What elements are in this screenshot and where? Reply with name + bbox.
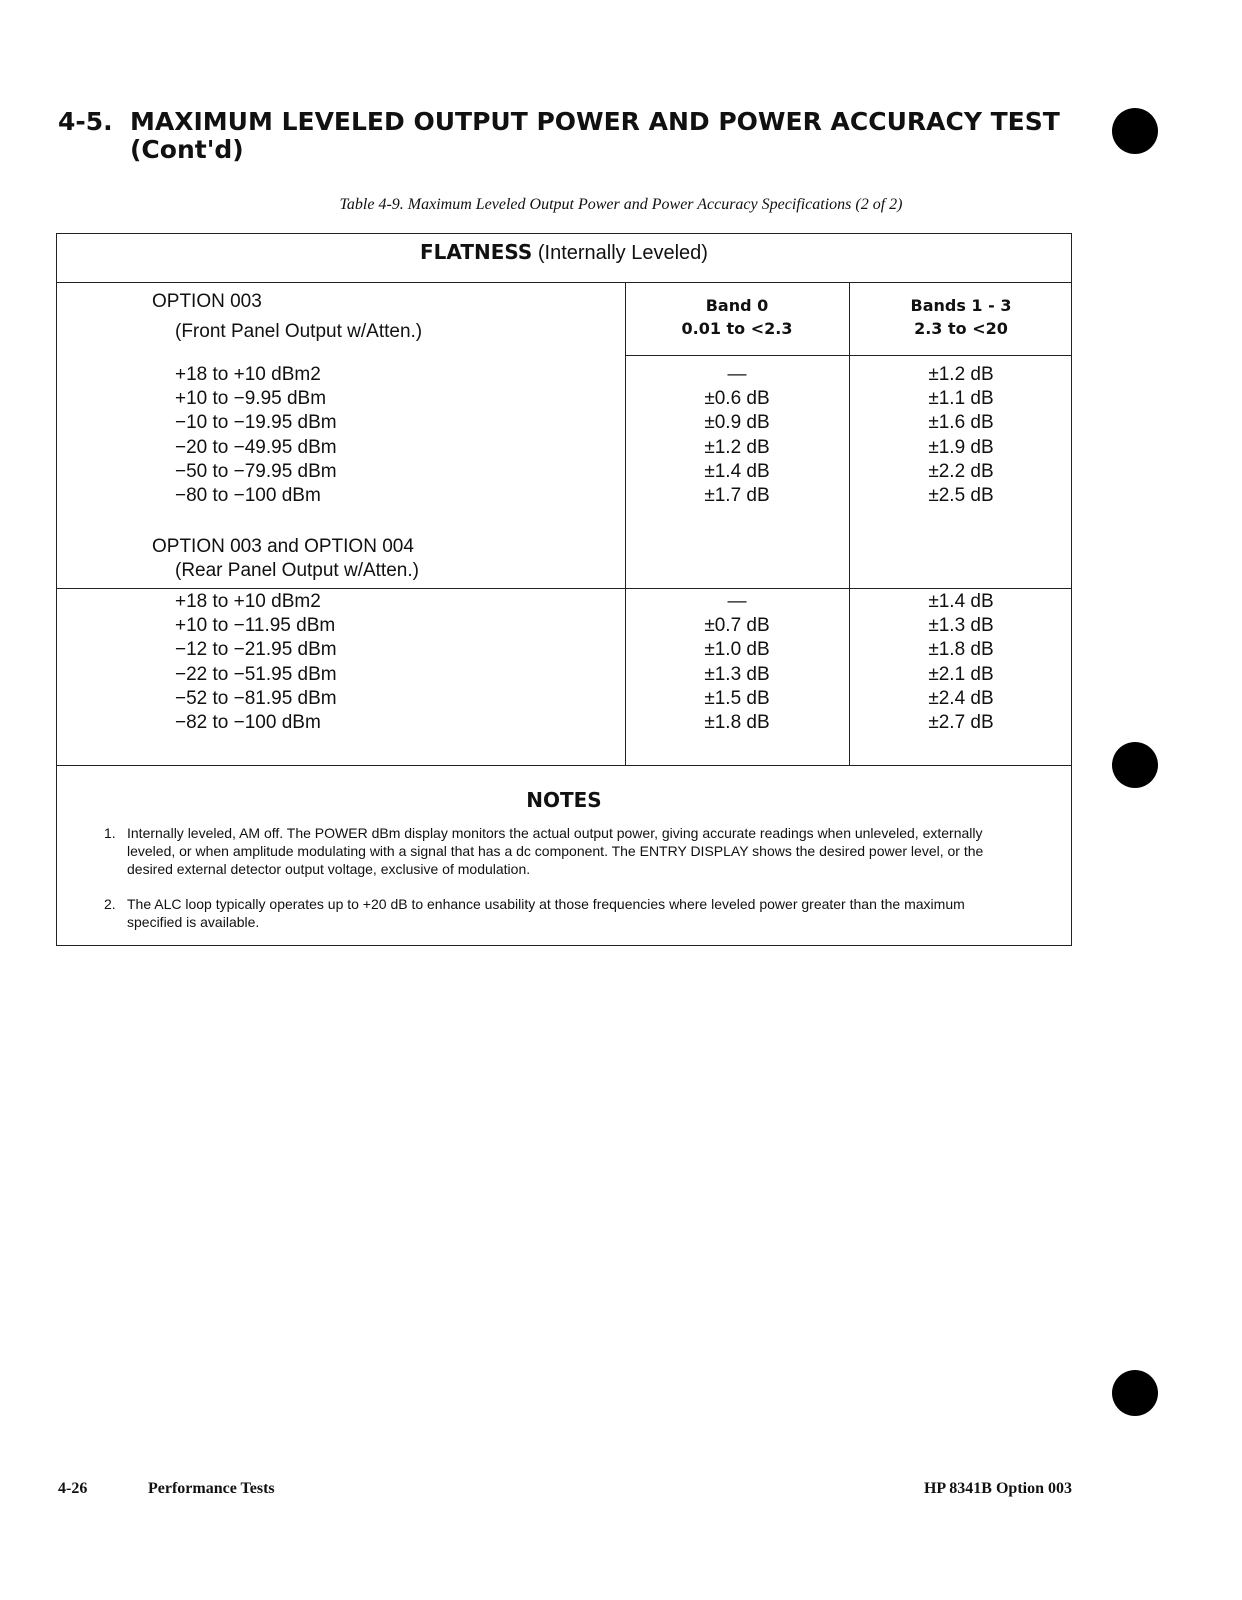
accuracy-value: ±1.0 dB <box>704 639 770 661</box>
power-range: −22 to −51.95 dBm <box>175 663 337 685</box>
section1-subtitle: (Front Panel Output w/Atten.) <box>175 321 423 342</box>
section1-ranges <box>175 363 337 508</box>
accuracy-value: ±1.2 dB <box>704 436 770 458</box>
accuracy-value: ±1.8 dB <box>928 639 994 661</box>
note-text: The ALC loop typically operates up to +20 dB to enhance usability at those frequencies where leveled power greater than the maximum specified is available. <box>127 896 965 930</box>
note-text: Internally leveled, AM off. The POWER dBm display monitors the actual output power, giving accurate readings when unleveled, externally leveled, or when amplitude modulating with a signal that has a dc component. The ENTRY DISPLAY shows the desired power level, or the desired external detector output voltage, exclusive of modulation. <box>127 825 984 877</box>
footer-section: Performance Tests <box>148 1480 275 1497</box>
section2-band0-values <box>625 590 849 735</box>
section1-bands13-values <box>849 363 1073 508</box>
power-range: +10 to −9.95 dBm <box>175 388 327 410</box>
section1-title: OPTION 003 <box>152 291 262 312</box>
section2-ranges <box>175 590 337 735</box>
accuracy-value: ±1.5 dB <box>704 687 770 709</box>
section-title: MAXIMUM LEVELED OUTPUT POWER AND POWER ACCURACY TEST <box>130 107 1060 136</box>
accuracy-value: — <box>727 364 747 385</box>
accuracy-value: ±2.2 dB <box>928 460 994 482</box>
accuracy-value: ±1.8 dB <box>704 711 770 733</box>
section2-subtitle: (Rear Panel Output w/Atten.) <box>175 560 419 581</box>
accuracy-value: ±1.7 dB <box>704 484 770 506</box>
accuracy-value: ±2.1 dB <box>928 663 994 685</box>
accuracy-value: — <box>727 591 747 612</box>
accuracy-value: ±1.4 dB <box>704 460 770 482</box>
band0-label: Band 0 <box>705 296 769 315</box>
accuracy-value: ±1.4 dB <box>928 591 994 612</box>
accuracy-value: ±0.6 dB <box>704 388 770 410</box>
column-header-band0 <box>625 294 849 340</box>
accuracy-value: ±1.9 dB <box>928 436 994 458</box>
power-range: +10 to −11.95 dBm <box>175 615 336 637</box>
power-range: −20 to −49.95 dBm <box>175 436 337 458</box>
column-header-bands13 <box>849 294 1073 340</box>
table-title-bold: FLATNESS <box>420 240 533 264</box>
section2-bands13-values <box>849 590 1073 735</box>
power-range: +18 to +10 dBm2 <box>175 591 321 612</box>
power-range: −82 to −100 dBm <box>175 711 321 733</box>
section2-title: OPTION 003 and OPTION 004 <box>152 536 414 557</box>
accuracy-value: ±0.7 dB <box>704 615 770 637</box>
accuracy-value: ±2.4 dB <box>928 687 994 709</box>
bands13-range: 2.3 to <20 <box>914 319 1008 338</box>
footer-manual: HP 8341B Option 003 <box>923 1480 1072 1497</box>
power-range: −80 to −100 dBm <box>175 484 321 506</box>
section-title-continued: (Cont'd) <box>130 135 244 164</box>
binder-hole-bottom <box>1112 1370 1158 1416</box>
power-range: −12 to −21.95 dBm <box>175 639 337 661</box>
accuracy-value: ±1.3 dB <box>704 663 770 685</box>
band0-range: 0.01 to <2.3 <box>681 319 793 338</box>
accuracy-value: ±0.9 dB <box>704 412 770 434</box>
divider <box>57 765 1071 766</box>
binder-hole-middle <box>1112 742 1158 788</box>
note-2 <box>104 895 1017 931</box>
power-range: +18 to +10 dBm2 <box>175 364 321 385</box>
bands13-label: Bands 1 - 3 <box>910 296 1012 315</box>
note-1 <box>104 824 1017 878</box>
power-range: −52 to −81.95 dBm <box>175 687 337 709</box>
notes-title: NOTES <box>526 788 602 812</box>
section1-band0-values <box>625 363 849 508</box>
accuracy-value: ±2.5 dB <box>928 484 994 506</box>
divider <box>57 282 1071 283</box>
divider <box>625 355 1071 356</box>
accuracy-value: ±2.7 dB <box>928 711 994 733</box>
note-number: 1. <box>104 825 116 841</box>
note-number: 2. <box>104 896 116 912</box>
accuracy-value: ±1.6 dB <box>928 412 994 434</box>
accuracy-value: ±1.2 dB <box>928 364 994 385</box>
flatness-table <box>56 233 1072 946</box>
accuracy-value: ±1.3 dB <box>928 615 994 637</box>
divider <box>57 588 1071 589</box>
binder-hole-top <box>1112 108 1158 154</box>
section-number: 4-5. <box>58 107 113 136</box>
table-title-rest: (Internally Leveled) <box>532 242 708 264</box>
table-title <box>57 240 1071 265</box>
power-range: −10 to −19.95 dBm <box>175 412 337 434</box>
accuracy-value: ±1.1 dB <box>928 388 994 410</box>
power-range: −50 to −79.95 dBm <box>175 460 337 482</box>
table-caption: Table 4-9. Maximum Leveled Output Power and Power Accuracy Specifications (2 of 2) <box>339 196 903 213</box>
page-number: 4-26 <box>58 1480 88 1497</box>
